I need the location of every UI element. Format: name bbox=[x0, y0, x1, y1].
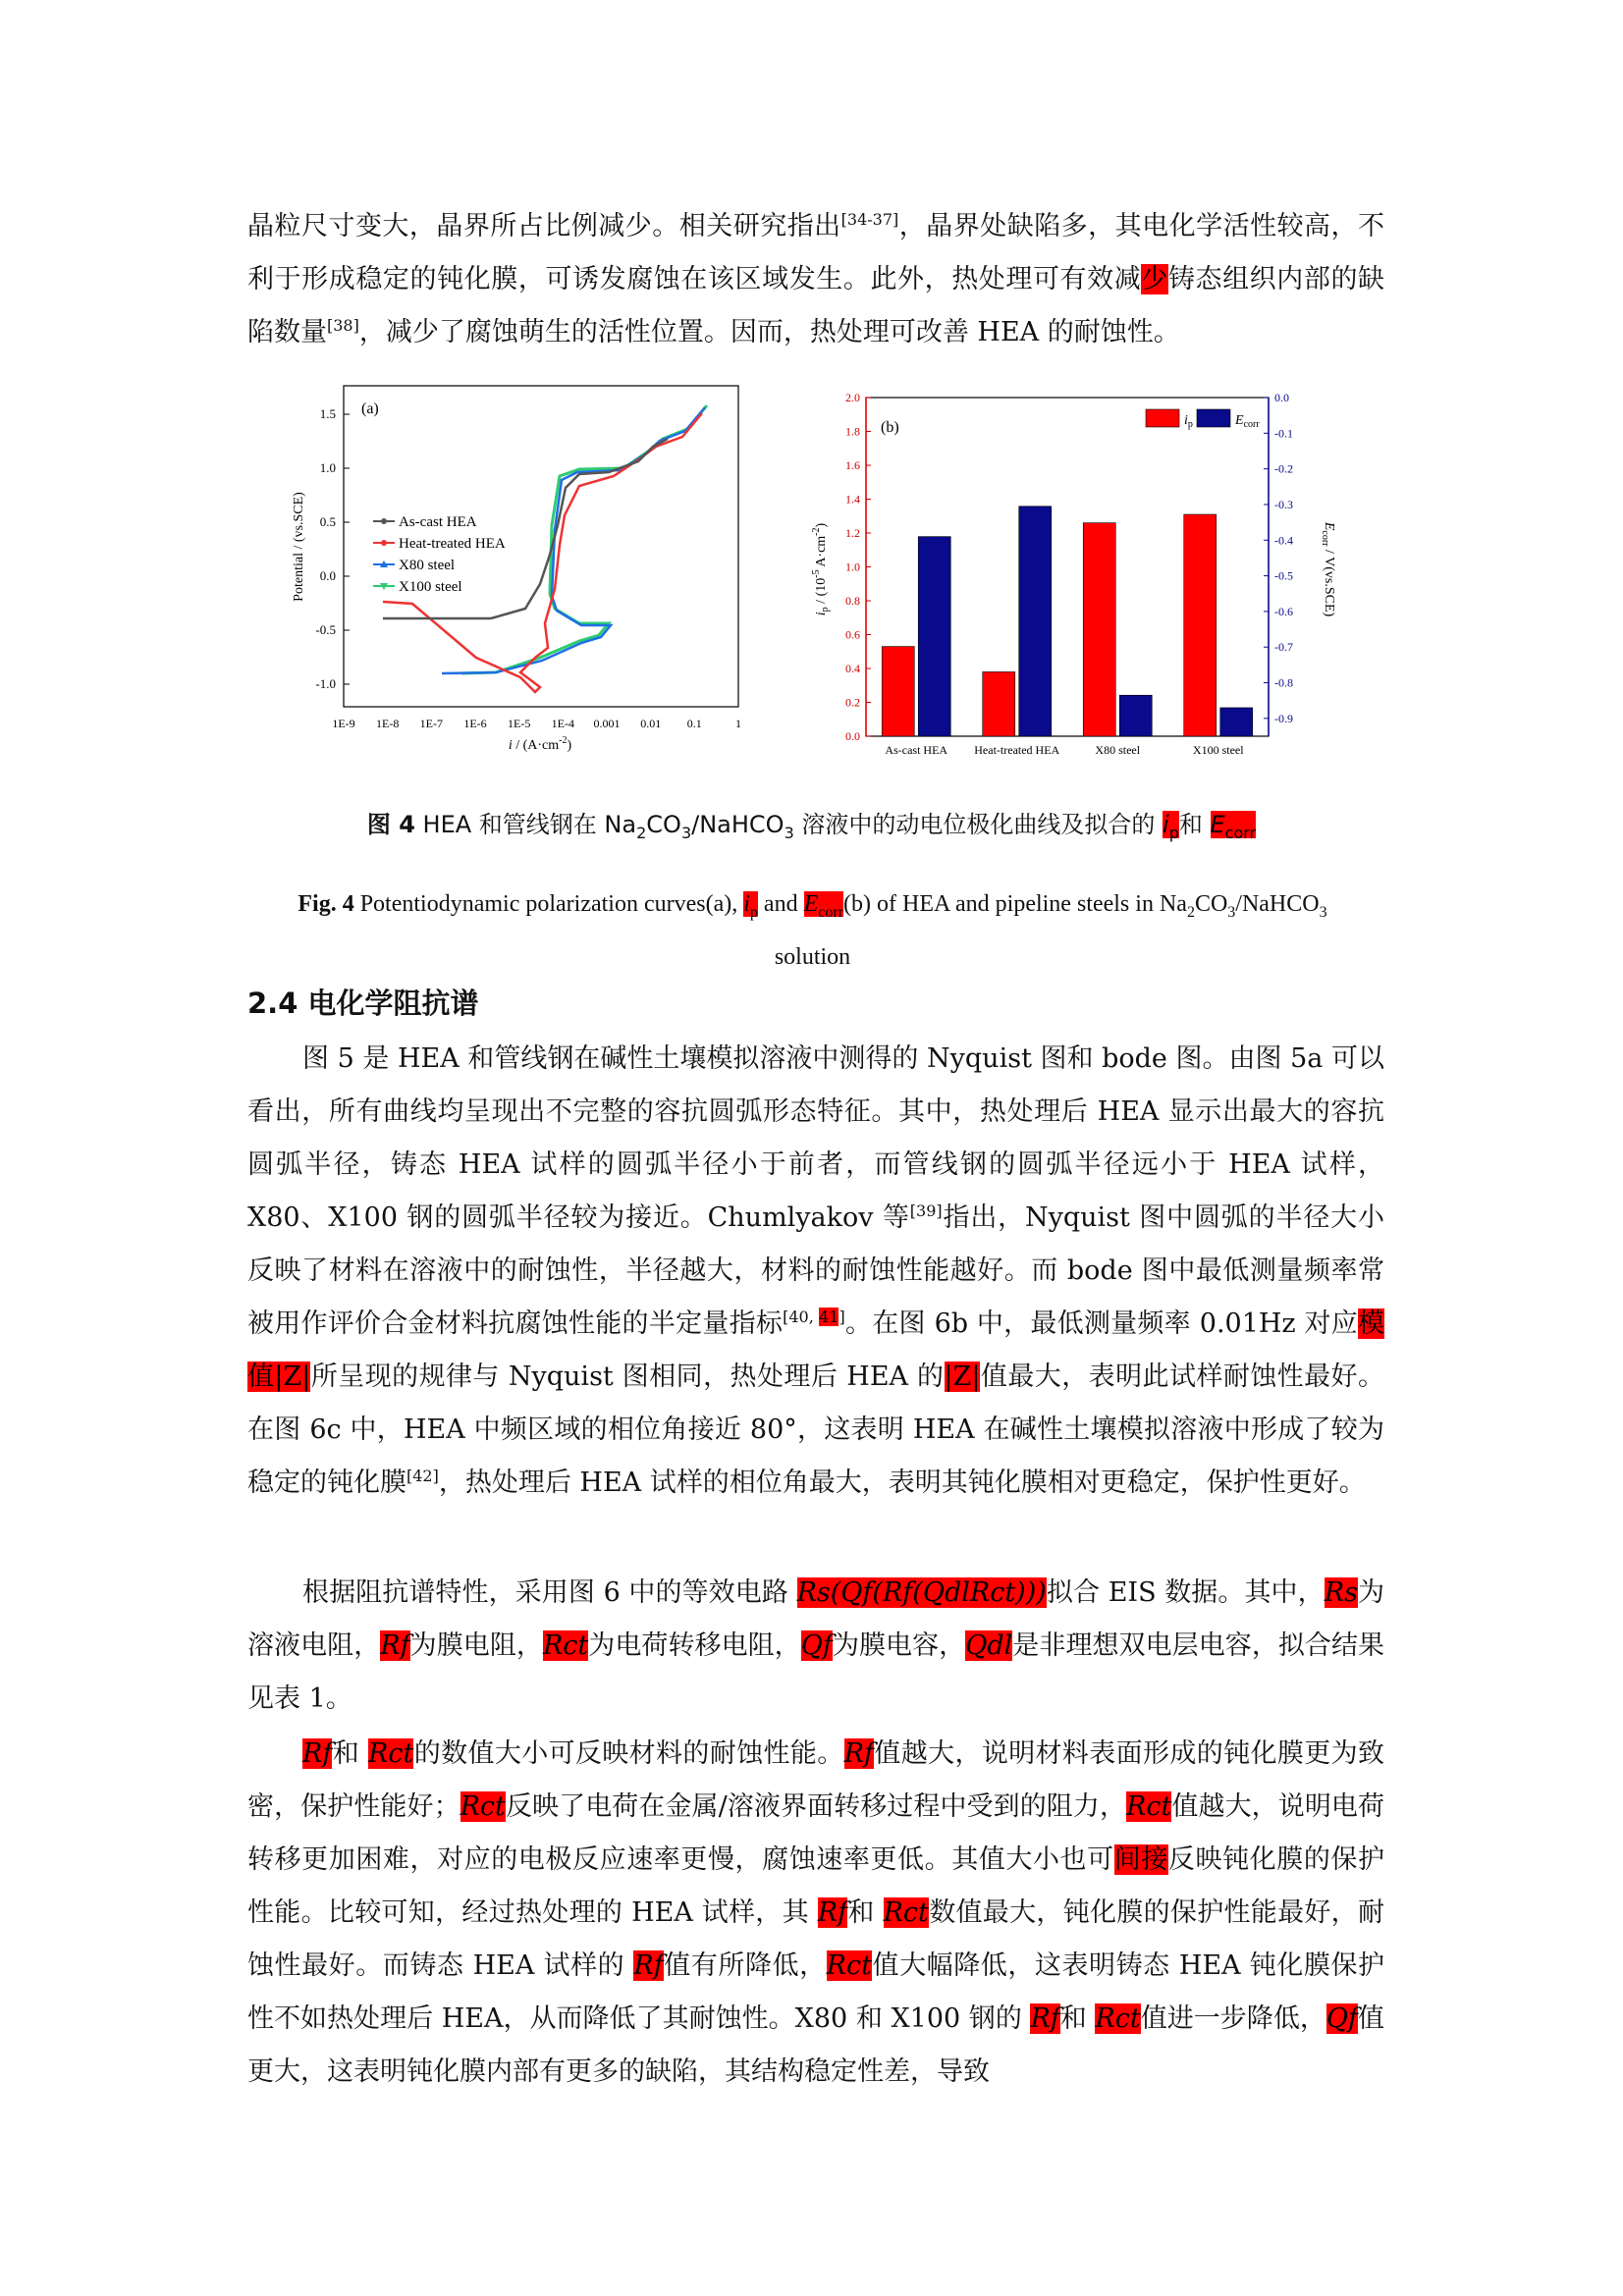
highlight: Rf bbox=[380, 1630, 410, 1661]
highlight: 41 bbox=[819, 1308, 839, 1326]
y-tick-left: 2.0 bbox=[845, 391, 860, 404]
highlight: Rct bbox=[883, 1897, 929, 1928]
xtick-a: 1E-5 bbox=[508, 717, 531, 730]
y-tick-left: 1.4 bbox=[845, 492, 860, 507]
xtick-a: 1 bbox=[735, 717, 741, 730]
paragraph-rf-rct: Rf和 Rct的数值大小可反映材料的耐蚀性能。Rf值越大，说明材料表面形成的钝化膜更为致密，保护性能好；Rct反映了电荷在金属/溶液界面转移过程中受到的阻力，Rct值越大，说明电荷转移更加困难，对应的电极反应速率更慢，腐蚀速率更低。其值大小也可间接反映钝化膜的保护性能。比较可知，经过热处理的 HEA 试样，其 Rf和 Rct数值最大，钝化膜的保护性能最好，耐蚀性最好。而铸态 HEA 试样的 Rf值有所降低，Rct值大幅降低，这表明铸态 HEA 钝化膜保护性不如热处理后 HEA，从而降低了其耐蚀性。X80 和 X100 钢的 Rf和 Rct值进一步降低，Qf值更大，这表明钝化膜内部有更多的缺陷，其结构稳定性差，导致 bbox=[247, 1738, 1385, 2087]
highlight: Rs bbox=[1324, 1577, 1358, 1608]
legend-swatch-ecorr bbox=[1197, 409, 1230, 427]
bar-ecorr bbox=[1019, 507, 1052, 736]
xtick-a: 0.1 bbox=[686, 717, 702, 730]
highlight: Rf bbox=[302, 1738, 333, 1769]
y-tick-right: -0.6 bbox=[1274, 604, 1293, 618]
panel-label-a: (a) bbox=[361, 400, 379, 417]
legend-b bbox=[1146, 409, 1260, 430]
bar-ecorr bbox=[1220, 708, 1253, 736]
xtick-a: 1E-7 bbox=[419, 717, 443, 730]
highlight: Rct bbox=[460, 1791, 506, 1822]
y-tick-right: -0.1 bbox=[1274, 426, 1293, 441]
xtick-a: 1E-6 bbox=[463, 717, 487, 730]
y-tick-right: -0.7 bbox=[1274, 640, 1293, 655]
figure-caption-en: Fig. 4 Potentiodynamic polarization curves(a), $i_p$ and $E_{corr}(b)$ of HEA and pipeline steels in $Na_2CO_3/NaHCO_3$ solution bbox=[298, 891, 1327, 970]
legend-x80: X80 steel bbox=[399, 558, 456, 573]
y-axis-label-a: Potential / (vs.SCE) bbox=[292, 492, 306, 602]
highlight: $i_p$ bbox=[743, 891, 758, 921]
figure-a-polarization bbox=[285, 378, 766, 761]
xtick-a: 1E-9 bbox=[332, 717, 355, 730]
legend-a bbox=[373, 514, 506, 595]
bar-ip bbox=[1184, 514, 1217, 736]
highlight: 少 bbox=[1141, 264, 1168, 294]
y-tick-left: 0.8 bbox=[845, 594, 860, 608]
legend-heat-treated: Heat-treated HEA bbox=[399, 536, 506, 552]
ytick-a: -1.0 bbox=[315, 676, 336, 691]
bar-ecorr bbox=[1119, 695, 1152, 736]
highlight: $i_p$ bbox=[1163, 811, 1179, 842]
y2-axis-label-b: $E_{corr} / V(vs.SCE)$ bbox=[1320, 521, 1336, 617]
highlight: Rct bbox=[368, 1738, 414, 1769]
ytick-a: 0.5 bbox=[319, 514, 336, 529]
highlight: Qdl bbox=[965, 1630, 1013, 1661]
bar-ip bbox=[983, 671, 1015, 736]
bar-ecorr bbox=[918, 537, 950, 736]
y-ticks-a bbox=[315, 406, 336, 691]
x-axis-label-a: $i / (A\cdot cm^{-2})$ bbox=[508, 735, 572, 753]
intro-paragraph: 晶粒尺寸变大，晶界所占比例减少。相关研究指出[34-37]，晶界处缺陷多，其电化学活性较高，不利于形成稳定的钝化膜，可诱发腐蚀在该区域发生。此外，热处理可有效减少铸态组织内部的缺陷数量[38]，减少了腐蚀萌生的活性位置。因而，热处理可改善 HEA 的耐蚀性。 bbox=[247, 210, 1385, 347]
y-tick-right: -0.3 bbox=[1274, 497, 1293, 511]
y-axis-label-b: $i_p / (10^{-5}$ $A\cdot cm^{-2}$) bbox=[811, 522, 831, 616]
xtick-a: 0.001 bbox=[593, 717, 621, 730]
y-tick-right: 0.0 bbox=[1274, 391, 1289, 404]
figure-caption-cn: 图 4 HEA 和管线钢在 $Na_2CO_3/NaHCO_3$ 溶液中的动电位极化曲线及拟合的 $i_p$和 $E_{corr}$ bbox=[366, 811, 1257, 842]
xtick-a: 0.01 bbox=[640, 717, 662, 730]
y-tick-right: -0.9 bbox=[1274, 711, 1293, 725]
highlight: $E_{corr}$ bbox=[1210, 811, 1257, 842]
highlight: Rct bbox=[826, 1950, 872, 1981]
ytick-a: -0.5 bbox=[315, 622, 336, 637]
y-tick-right: -0.8 bbox=[1274, 675, 1293, 690]
ytick-a: 1.5 bbox=[319, 406, 336, 421]
legend-as-cast: As-cast HEA bbox=[399, 514, 477, 530]
x-category-label: X80 steel bbox=[1095, 743, 1141, 757]
y-tick-left: 1.8 bbox=[845, 424, 860, 439]
legend-ip: $i_p$ bbox=[1184, 413, 1193, 430]
legend-x100: X100 steel bbox=[399, 579, 462, 595]
y-tick-right: -0.5 bbox=[1274, 568, 1293, 583]
y-tick-left: 0.4 bbox=[845, 662, 860, 675]
x-category-label: Heat-treated HEA bbox=[974, 743, 1060, 757]
highlight: Rf bbox=[633, 1950, 664, 1981]
highlight: Rf bbox=[1030, 2003, 1060, 2034]
x-category-label: As-cast HEA bbox=[885, 743, 948, 757]
highlight: $E_{corr}$ bbox=[803, 891, 844, 921]
legend-ecorr: $E_{corr}$ bbox=[1235, 413, 1260, 430]
highlight: Rct bbox=[1095, 2003, 1141, 2034]
y-tick-left: 1.6 bbox=[845, 458, 860, 472]
y-tick-left: 0.0 bbox=[845, 729, 860, 743]
x-ticks-a bbox=[332, 717, 741, 730]
ytick-a: 1.0 bbox=[319, 460, 336, 475]
y-tick-right: -0.4 bbox=[1274, 533, 1293, 548]
xtick-a: 1E-4 bbox=[551, 717, 574, 730]
curve-heat-treated bbox=[383, 413, 702, 692]
bar-ip bbox=[882, 647, 914, 736]
highlight: Rct bbox=[542, 1630, 589, 1661]
highlight: Rf bbox=[817, 1897, 848, 1928]
highlight: Qf bbox=[1325, 2003, 1358, 2034]
highlight: Rs(Qf(Rf(QdlRct))) bbox=[796, 1577, 1047, 1608]
y-tick-left: 0.6 bbox=[845, 627, 860, 642]
legend-swatch-ip bbox=[1146, 409, 1179, 427]
paragraph-circuit: 根据阻抗谱特性，采用图 6 中的等效电路 Rs(Qf(Rf(QdlRct)))拟合 EIS 数据。其中，Rs为溶液电阻，Rf为膜电阻，Rct为电荷转移电阻，Qf为膜电容，Qdl是非理想双电层电容，拟合结果见表 1。 bbox=[247, 1577, 1385, 1714]
y-tick-left: 1.2 bbox=[845, 526, 860, 540]
figure-b-bar-chart bbox=[807, 383, 1337, 771]
y-tick-left: 1.0 bbox=[845, 560, 860, 574]
x-category-label: X100 steel bbox=[1192, 743, 1244, 757]
panel-label-b: (b) bbox=[881, 419, 899, 436]
highlight: Rct bbox=[1126, 1791, 1172, 1822]
highlight: Qf bbox=[800, 1630, 833, 1661]
y-tick-right: -0.2 bbox=[1274, 461, 1293, 476]
bar-ip bbox=[1083, 523, 1115, 736]
y-tick-left: 0.2 bbox=[845, 695, 860, 710]
section-heading: 2.4 电化学阻抗谱 bbox=[247, 987, 479, 1020]
highlight: 模值|Z| bbox=[247, 1308, 1384, 1392]
highlight: 间接 bbox=[1113, 1844, 1168, 1875]
ytick-a: 0.0 bbox=[319, 568, 336, 583]
highlight: |Z| bbox=[944, 1362, 981, 1392]
highlight: Rf bbox=[843, 1738, 874, 1769]
paragraph-eis-intro: 图 5 是 HEA 和管线钢在碱性土壤模拟溶液中测得的 Nyquist 图和 bode 图。由图 5a 可以看出，所有曲线均呈现出不完整的容抗圆弧形态特征。其中，热处理后 HEA 显示出最大的容抗圆弧半径，铸态 HEA 试样的圆弧半径小于前者，而管线钢的圆弧半径远小于 HEA 试样，X80、X100 钢的圆弧半径较为接近。Chumlyakov 等[39]指出，Nyquist 图中圆弧的半径大小反映了材料在溶液中的耐蚀性，半径越大，材料的耐蚀性能越好。而 bode 图中最低测量频率常被用作评价合金材料抗腐蚀性能的半定量指标[40, 41]。在图 6b 中，最低测量频率 0.01Hz 对应模值|Z|所呈现的规律与 Nyquist 图相同，热处理后 HEA 的|Z|值最大，表明此试样耐蚀性最好。在图 6c 中，HEA 中频区域的相位角接近 80°，这表明 HEA 在碱性土壤模拟溶液中形成了较为稳定的钝化膜[42]，热处理后 HEA 试样的相位角最大，表明其钝化膜相对更稳定，保护性更好。 bbox=[247, 1043, 1384, 1498]
xtick-a: 1E-8 bbox=[376, 717, 400, 730]
